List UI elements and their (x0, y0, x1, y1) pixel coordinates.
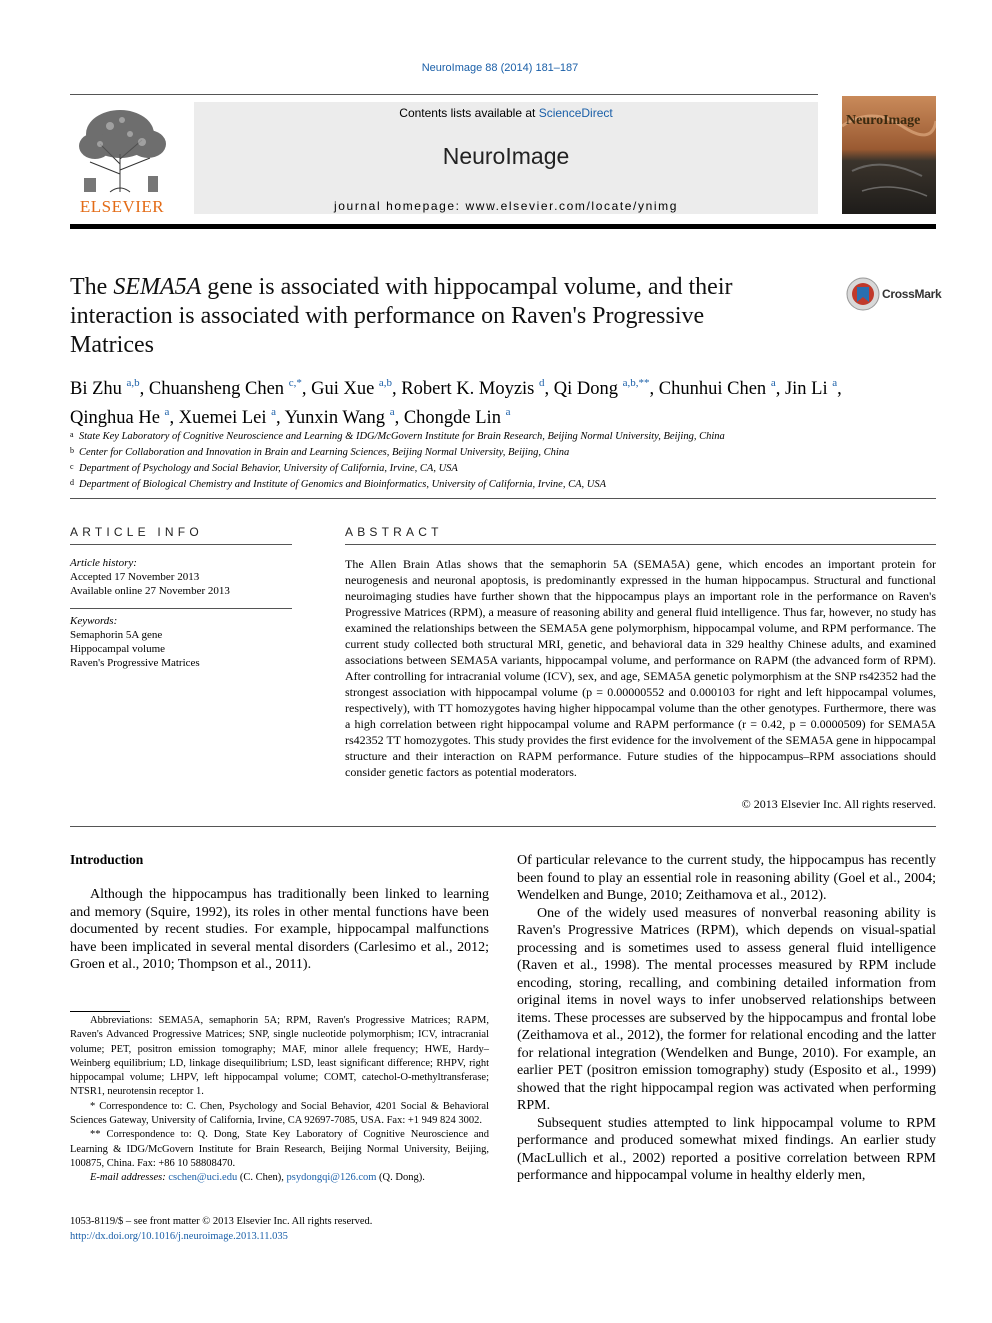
footnote-rule (70, 1011, 130, 1012)
article-info (70, 556, 292, 598)
article-info-rule (70, 544, 292, 545)
author-separator: , (775, 379, 785, 399)
journal-citation[interactable]: NeuroImage 88 (2014) 181–187 (421, 62, 579, 74)
author-name[interactable]: Jin Li (784, 379, 828, 399)
correspondence-footnote-1: * Correspondence to: C. Chen, Psychology and Social Behavior, 4201 Social & Behavioral Sciences Gateway, University of California, Irvine, CA 92697-7085, USA. Fax: +1 949 824 3002. (70, 1100, 489, 1127)
author-separator: , (394, 408, 404, 428)
affiliation-item (70, 460, 936, 476)
available-date: Available online 27 November 2013 (70, 585, 230, 597)
keyword: Semaphorin 5A gene (70, 629, 163, 641)
contents-prefix: Contents lists available at (399, 106, 539, 120)
author-separator: , (301, 379, 312, 399)
abstract-rule (345, 544, 936, 545)
paragraph: Of particular relevance to the current study, the hippocampus has recently been found to play an essential role in reasoning ability (Goel et al., 2004; Wendelken and Bunge, 2010; Zeithamova et al., 2012). (517, 853, 936, 903)
affiliation-text: Center for Collaboration and Innovation in Brain and Learning Sciences, Beijing Normal University, Beijing, China (79, 447, 570, 458)
author-separator: , (169, 408, 179, 428)
author-affiliation-mark[interactable]: a,b (378, 377, 393, 389)
author-separator: , (139, 379, 149, 399)
email-link[interactable]: cschen@uci.edu (168, 1172, 238, 1184)
author-name[interactable]: Robert K. Moyzis (401, 379, 535, 399)
keyword: Raven's Progressive Matrices (70, 657, 200, 669)
doi-link[interactable]: http://dx.doi.org/10.1016/j.neuroimage.2013.11.035 (70, 1230, 288, 1242)
author-affiliation-mark[interactable]: d (539, 377, 545, 389)
affiliation-mark: c (70, 462, 74, 471)
affiliation-item (70, 444, 936, 460)
body-right-column (517, 852, 936, 1185)
author-separator: , (392, 379, 402, 399)
crossmark-label[interactable]: CrossMark (882, 287, 942, 301)
introduction-heading: Introduction (70, 852, 144, 867)
header-top-rule (70, 94, 818, 95)
author-affiliation-mark[interactable]: a,b (126, 377, 140, 389)
cover-title: NeuroImage (846, 113, 921, 128)
author-affiliation-mark[interactable]: a (505, 406, 511, 418)
author-separator: , (837, 379, 842, 399)
author-affiliation-mark[interactable]: a (770, 377, 776, 389)
author-separator: , (544, 379, 554, 399)
abstract-text: The Allen Brain Atlas shows that the semaphorin 5A (SEMA5A) gene, which encodes an important protein for neurogenesis and neuronal apoptosis, is predominantly expressed in the human hippocampus. Structural and functional neuroimaging studies have further shown that the hippocampus plays an important role in the performance on Raven's Progressive Matrices (RPM), a measure of reasoning ability and general fluid intelligence. Thus far, however, no study has examined the relationships between the SEMA5A gene polymorphism, hippocampal volume, and RPM performance. The current study collected both structural MRI, genetic, and behavioral data in 329 healthy Chinese adults, and examined associations between SEMA5A variants, hippocampal volume, and performance on RAPM (the advanced form of RPM). After controlling for intracranial volume (ICV), sex, and age, SEMA5A genetic polymorphism at the SNP rs42352 had the strongest association with hippocampal volume (p = 0.00000552 and 0.000103 for right and left hippocampal volumes, respectively), with TT homozygotes having higher hippocampal volume than the other genotypes. Furthermore, there was a high correlation between right hippocampal volume and RAPM performance (r = 0.42, p = 0.0000509) for SEMA5A rs42352 TT homozygotes. This study provides the first evidence for the involvement of the SEMA5A gene in hippocampal structure and their interaction on RAPM performance. Future studies of the hippocampus–RPM associations should consider genetic factors as potential moderators. (345, 557, 936, 779)
keywords-rule (70, 608, 292, 609)
title-gene: SEMA5A (113, 274, 202, 300)
email-owner: (C. Chen), (237, 1172, 287, 1184)
crossmark-icon (846, 277, 880, 311)
header-thick-rule (70, 224, 936, 229)
affiliation-mark: a (70, 430, 74, 439)
affiliation-item (70, 476, 936, 492)
footnotes (70, 1014, 489, 1186)
email-link[interactable]: psydongqi@126.com (286, 1172, 377, 1184)
affiliation-text: Department of Psychology and Social Behavior, University of California, Irvine, CA, USA (79, 463, 458, 474)
author-name[interactable]: Yunxin Wang (284, 408, 386, 428)
email-owner: (Q. Dong). (376, 1172, 425, 1184)
email-footnote (70, 1171, 489, 1185)
author-separator: , (276, 408, 285, 428)
author-affiliation-mark[interactable]: c,* (288, 377, 302, 389)
author-affiliation-mark[interactable]: a (164, 406, 170, 418)
paragraph: One of the widely used measures of nonverbal reasoning ability is Raven's Progressive Matrices (RPM), which depends on visual-spatial processing and is sometimes used to assess general fluid intelligence (Raven et al., 1998). The mental processes measured by RPM include encoding, storing, recalling, and combining detailed information from original items in novel ways to infer unobserved relationships between items. These processes are subserved by the hippocampus and frontal lobe (Zeithamova et al., 2012), the former for relational encoding and the latter for relational integration (Wendelken and Bunge, 2010). For example, an earlier PET (positron emission tomography) study (Esposito et al., 1999) showed that the right hippocampal region was activated when performing RPM. (517, 905, 936, 1113)
author-name[interactable]: Chuansheng Chen (148, 379, 285, 399)
abstract-bottom-rule (70, 826, 936, 827)
author-name[interactable]: Qi Dong (553, 379, 619, 399)
keywords-label: Keywords: (70, 615, 118, 627)
affiliation-text: Department of Biological Chemistry and Institute of Genomics and Bioinformatics, University of California, Irvine, CA, USA (79, 479, 606, 490)
history-label: Article history: (70, 557, 137, 569)
sciencedirect-link[interactable]: ScienceDirect (538, 106, 613, 120)
affiliation-list (70, 428, 936, 492)
issn-line: 1053-8119/$ – see front matter © 2013 Elsevier Inc. All rights reserved. (70, 1216, 373, 1227)
correspondence-footnote-2: ** Correspondence to: Q. Dong, State Key Laboratory of Cognitive Neuroscience and Learning & IDG/McGovern Institute for Brain Research, Beijing Normal University, Beijing, 100875, China. Fax: +86 10 58808470. (70, 1129, 489, 1169)
front-matter (70, 1215, 372, 1244)
journal-homepage[interactable]: journal homepage: www.elsevier.com/locate/ynimg (334, 199, 678, 213)
affiliation-item (70, 428, 936, 444)
accepted-date: Accepted 17 November 2013 (70, 571, 200, 583)
tree-icon (70, 104, 174, 196)
author-name[interactable]: Gui Xue (311, 379, 375, 399)
journal-name: NeuroImage (442, 143, 570, 169)
affiliation-mark: b (70, 446, 74, 455)
affiliation-mark: d (70, 478, 74, 487)
email-label: E-mail addresses: (90, 1172, 169, 1184)
affiliations-rule (70, 498, 936, 499)
title-text-2: gene is associated with hippocampal volume, and their interaction is associated with performance on Raven's Progressive Matrices (70, 274, 733, 358)
keyword: Hippocampal volume (70, 643, 166, 655)
author-name[interactable]: Chunhui Chen (658, 379, 767, 399)
author-affiliation-mark[interactable]: a (271, 406, 277, 418)
keywords (70, 614, 292, 670)
elsevier-wordmark: ELSEVIER (79, 197, 165, 216)
author-name[interactable]: Qinghua He (70, 408, 160, 428)
paragraph: Although the hippocampus has traditionally been linked to learning and memory (Squire, 1992), its roles in other mental functions have been documented by recent studies. For example, hippocampal malfunctions have been implicated in several mental disorders (Carlesimo et al., 2012; Groen et al., 2010; Thompson et al., 2011). (70, 887, 489, 972)
abstract-heading: ABSTRACT (345, 525, 443, 539)
author-affiliation-mark[interactable]: a (389, 406, 395, 418)
abstract-copyright: © 2013 Elsevier Inc. All rights reserved. (741, 797, 936, 811)
article-info-heading: ARTICLE INFO (70, 525, 203, 539)
author-name[interactable]: Xuemei Lei (178, 408, 267, 428)
affiliation-text: State Key Laboratory of Cognitive Neuroscience and Learning & IDG/McGovern Institute for Brain Research, Beijing Normal University, Beijing, China (79, 431, 725, 442)
contents-line (194, 106, 818, 120)
author-name[interactable]: Chongde Lin (403, 408, 501, 428)
paragraph: Subsequent studies attempted to link hippocampal volume to RPM performance and produced somewhat mixed findings. An earlier study (MacLullich et al., 2002) reported a positive correlation between RPM performance and hippocampal volume in healthy elderly men, (517, 1115, 936, 1183)
author-affiliation-mark[interactable]: a,b,** (622, 377, 650, 389)
author-affiliation-mark[interactable]: a (832, 377, 838, 389)
author-list (70, 372, 936, 430)
author-name[interactable]: Bi Zhu (70, 379, 122, 399)
abbreviations-footnote: Abbreviations: SEMA5A, semaphorin 5A; RPM, Raven's Progressive Matrices; RAPM, Raven's Advanced Progressive Matrices; SNP, single nucleotide polymorphism; ICV, intracranial volume; PET, positron emission tomography; MAF, minor allele frequency; HWE, Hardy–Weinberg equilibrium; LD, linkage disequilibrium; LSD, least significant difference; RHPV, right hippocampal volume; LHPV, left hippocampal volume; COMT, catechol-O-methyltransferase; NTSR1, neurotensin receptor 1. (70, 1015, 489, 1098)
title-text-1: The (70, 274, 114, 300)
body-left-column (70, 886, 489, 974)
article-title (70, 273, 790, 360)
author-separator: , (649, 379, 659, 399)
